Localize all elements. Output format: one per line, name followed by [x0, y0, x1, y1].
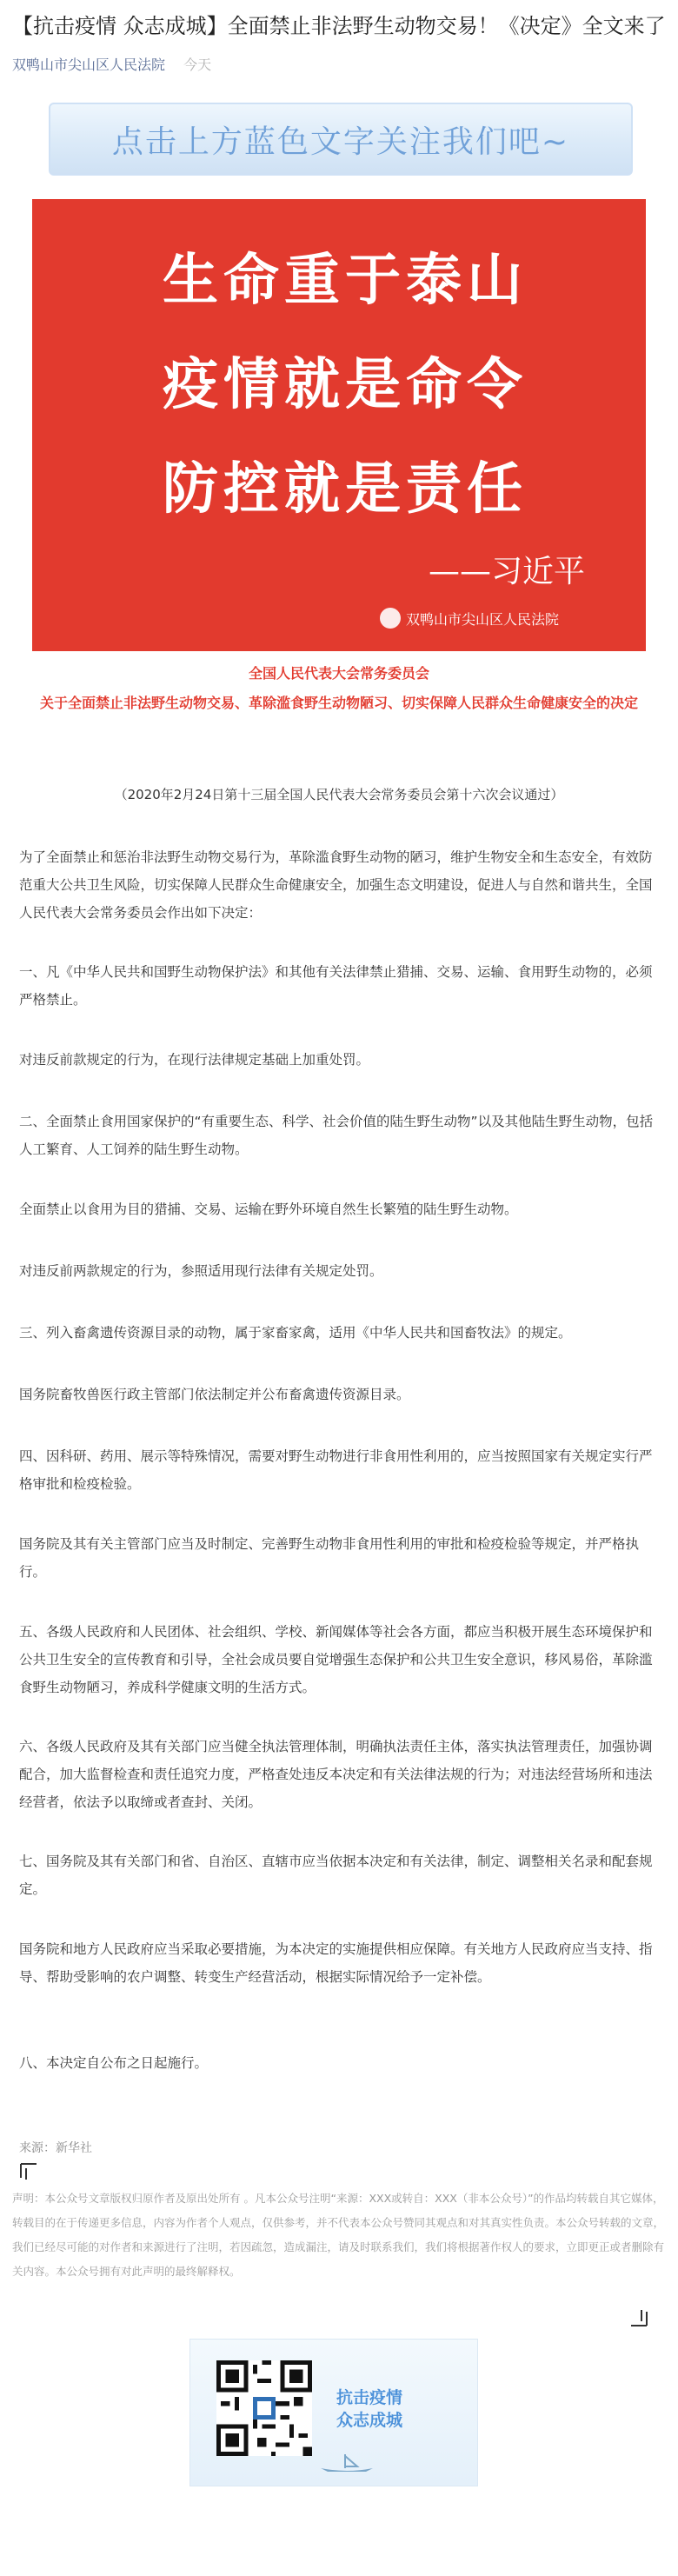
qr-code[interactable] [216, 2360, 312, 2456]
paragraph: 四、因科研、药用、展示等特殊情况，需要对野生动物进行非食用性利用的，应当按照国家有关规定实行严格审批和检疫检验。 [19, 1448, 653, 1492]
paragraph: 国务院和地方人民政府应当采取必要措施，为本决定的实施提供相应保障。有关地方人民政府应当支持、指导、帮助受影响的农户调整、转变生产经营活动，根据实际情况给予一定补偿。 [19, 1941, 653, 1985]
paragraph: 全面禁止以食用为目的猎捕、交易、运输在野外环境自然生长繁殖的陆生野生动物。 [19, 1201, 518, 1217]
paragraph: 二、全面禁止食用国家保护的“有重要生态、科学、社会价值的陆生野生动物”以及其他陆生野生动物，包括人工繁育、人工饲养的陆生野生动物。 [19, 1114, 654, 1157]
qr-card-line-2: 众志成城 [336, 2411, 403, 2430]
paragraph: 七、国务院及其有关部门和省、自治区、直辖市应当依据本决定和有关法律，制定、调整相关名录和配套规定。 [19, 1854, 653, 1897]
qr-card-line-1: 抗击疫情 [336, 2388, 403, 2407]
paragraph: 八、本决定自公布之日起施行。 [19, 2055, 209, 2071]
paragraph: 五、各级人民政府和人民团体、社会组织、学校、新闻媒体等社会各方面，都应当积极开展生态环境保护和公共卫生安全的宣传教育和引导，全社会成员要自觉增强生态保护和公共卫生安全意识，移风易俗，革除滥食野生动物陋习，养成科学健康文明的生活方式。 [19, 1624, 653, 1695]
wechat-icon [380, 608, 401, 629]
qr-card-title [336, 2386, 402, 2432]
slogan-signature: ——习近平 [428, 554, 585, 589]
slogan-line-3: 防控就是责任 [163, 457, 528, 522]
qr-card [189, 2339, 478, 2486]
paragraph: 六、各级人民政府及其有关部门应当健全执法管理体制，明确执法责任主体，落实执法管理责任，加强协调配合，加大监督检查和责任追究力度，严格查处违反本决定和有关法律法规的行为；对违法经营场所和违法经营者，依法予以取缔或者查封、关闭。 [19, 1739, 653, 1810]
watermark-text: 双鸭山市尖山区人民法院 [406, 610, 560, 628]
decision-issuer: 全国人民代表大会常务委员会 [248, 665, 429, 682]
slogan-line-2: 疫情就是命令 [163, 353, 528, 417]
disclaimer: 声明：本公众号文章版权归原作者及原出处所有 。凡本公众号注明“来源：XXX或转自：XXX（非本公众号）”的作品均转载自其它媒体，转载目的在于传递更多信息，内容为作者个人观点，仅供参考，并不代表本公众号赞同其观点和对其真实性负责。本公众号转载的文章，我们已经尽可能的对作者和来源进行了注明，若因疏忽，造成漏注，请及时联系我们，我们将根据著作权人的要求，立即更正或者删除有关内容。本公众号拥有对此声明的最终解释权。 [12, 2192, 665, 2278]
paragraph: 对违反前两款规定的行为，参照适用现行法律有关规定处罚。 [19, 1263, 383, 1279]
paragraph: 一、凡《中华人民共和国野生动物保护法》和其他有关法律禁止猎捕、交易、运输、食用野生动物的，必须严格禁止。 [19, 964, 653, 1008]
decision-heading: 关于全面禁止非法野生动物交易、革除滥食野生动物陋习、切实保障人民群众生命健康安全的决定 [39, 695, 638, 711]
publish-date: 今天 [183, 57, 212, 73]
slogan-image [32, 199, 646, 651]
paragraph: 国务院畜牧兽医行政主管部门依法制定并公布畜禽遗传资源目录。 [19, 1387, 410, 1402]
paragraph: 为了全面禁止和惩治非法野生动物交易行为，革除滥食野生动物的陋习，维护生物安全和生态安全，有效防范重大公共卫生风险，切实保障人民群众生命健康安全，加强生态文明建设，促进人与自然和谐共生，全国人民代表大会常务委员会作出如下决定： [19, 849, 653, 921]
article-meta [12, 56, 211, 75]
paragraph: 对违反前款规定的行为，在现行法律规定基础上加重处罚。 [19, 1052, 370, 1068]
paragraph: 三、列入畜禽遗传资源目录的动物，属于家畜家禽，适用《中华人民共和国畜牧法》的规定。 [19, 1325, 572, 1341]
article-title: 【抗击疫情 众志成城】全面禁止非法野生动物交易！《决定》全文来了 [12, 14, 666, 38]
boat-icon [312, 2453, 382, 2475]
quote-close-icon [629, 2308, 648, 2327]
adoption-note: （2020年2月24日第十三届全国人民代表大会常务委员会第十六次会议通过） [114, 787, 564, 802]
source-line: 来源：新华社 [19, 2141, 92, 2155]
image-watermark [380, 608, 559, 629]
quote-open-icon [19, 2162, 38, 2181]
follow-banner[interactable]: 点击上方蓝色文字关注我们吧~ [49, 103, 633, 176]
slogan-line-1: 生命重于泰山 [163, 249, 528, 313]
paragraph: 国务院及其有关主管部门应当及时制定、完善野生动物非食用性利用的审批和检疫检验等规定，并严格执行。 [19, 1536, 640, 1580]
author-link[interactable]: 双鸭山市尖山区人民法院 [12, 57, 166, 73]
